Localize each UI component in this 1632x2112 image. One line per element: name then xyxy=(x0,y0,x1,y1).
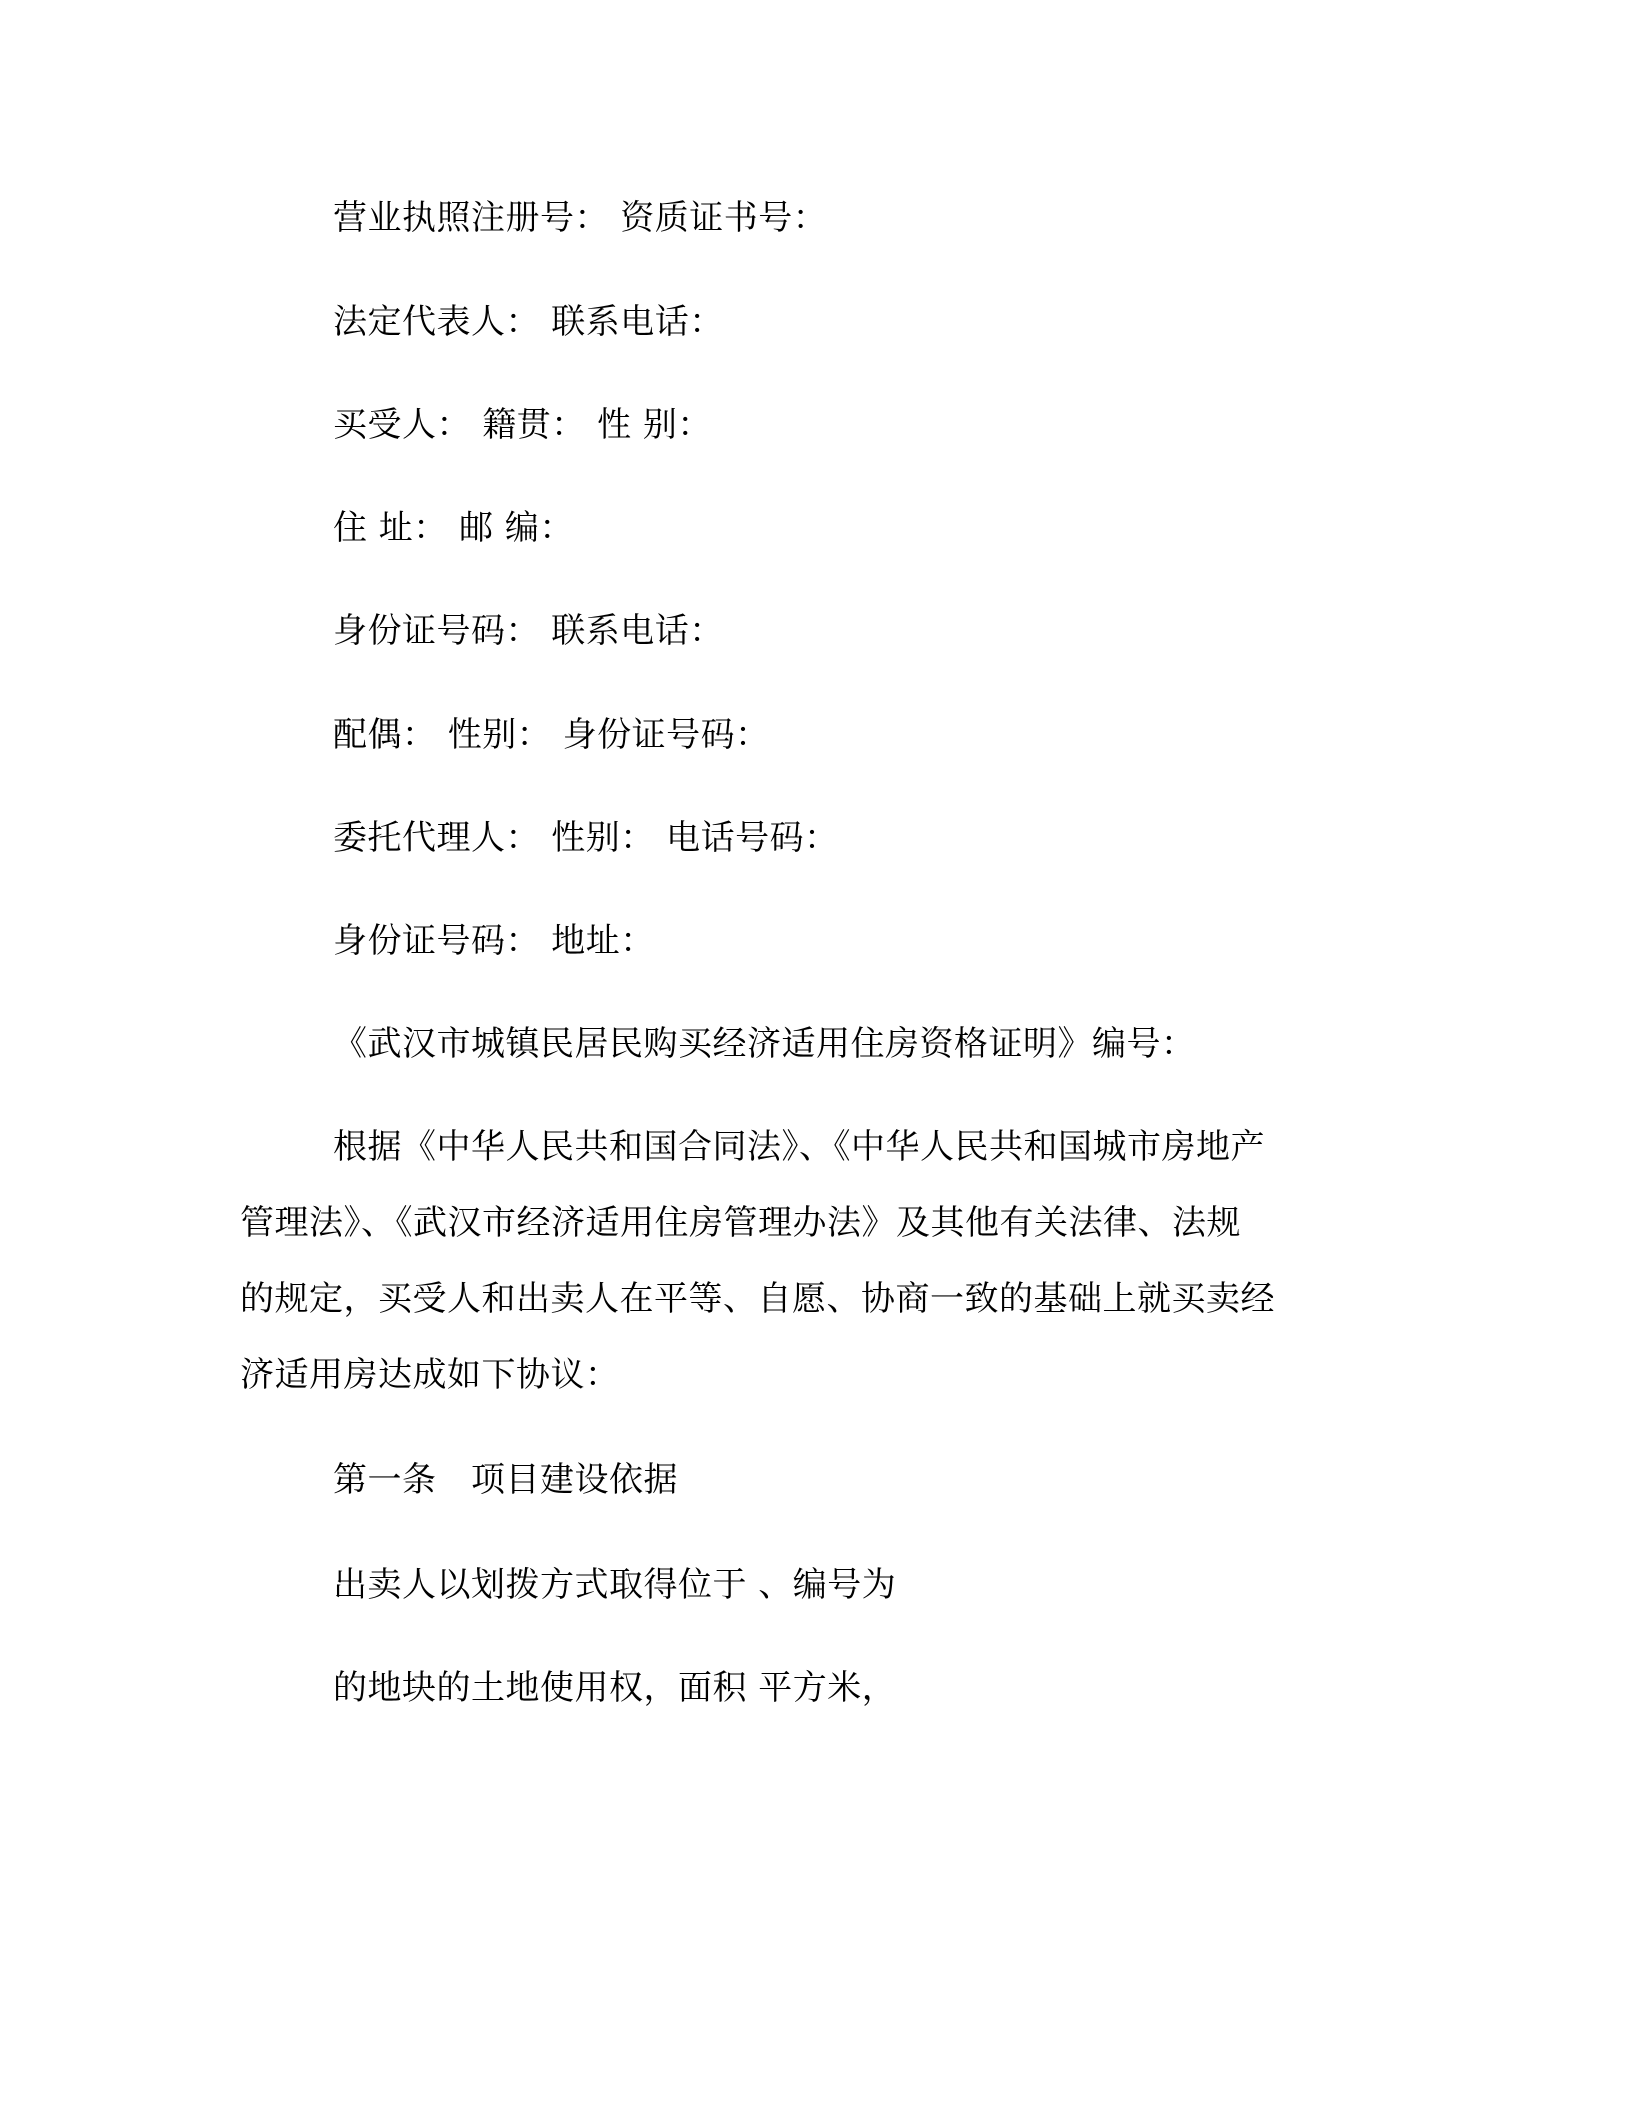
field-line-spouse: 配偶： 性别： 身份证号码： xyxy=(333,715,770,755)
article-1-heading: 第一条 项目建设依据 xyxy=(333,1460,678,1500)
field-line-business-license: 营业执照注册号： 资质证书号： xyxy=(333,198,828,238)
field-line-address: 住 址： 邮 编： xyxy=(333,508,574,548)
preamble-line-3: 的规定，买受人和出卖人在平等、自愿、协商一致的基础上就买卖经 xyxy=(240,1279,1275,1319)
preamble-line-4: 济适用房达成如下协议： xyxy=(240,1355,620,1395)
field-line-legal-representative: 法定代表人： 联系电话： xyxy=(333,302,724,342)
article-1-line-1: 出卖人以划拨方式取得位于 、编号为 xyxy=(333,1565,897,1605)
field-line-buyer-id: 身份证号码： 联系电话： xyxy=(333,611,724,651)
article-1-line-2: 的地块的土地使用权，面积 平方米， xyxy=(333,1668,897,1708)
certificate-line: 《武汉市城镇民居民购买经济适用住房资格证明》编号： xyxy=(333,1024,1196,1064)
preamble-line-1: 根据《中华人民共和国合同法》、《中华人民共和国城市房地产 xyxy=(333,1127,1265,1167)
field-line-buyer: 买受人： 籍贯： 性 别： xyxy=(333,405,712,445)
field-line-agent: 委托代理人： 性别： 电话号码： xyxy=(333,818,839,858)
preamble-line-2: 管理法》、《武汉市经济适用住房管理办法》及其他有关法律、法规 xyxy=(240,1203,1241,1243)
field-line-agent-id: 身份证号码： 地址： xyxy=(333,921,655,961)
